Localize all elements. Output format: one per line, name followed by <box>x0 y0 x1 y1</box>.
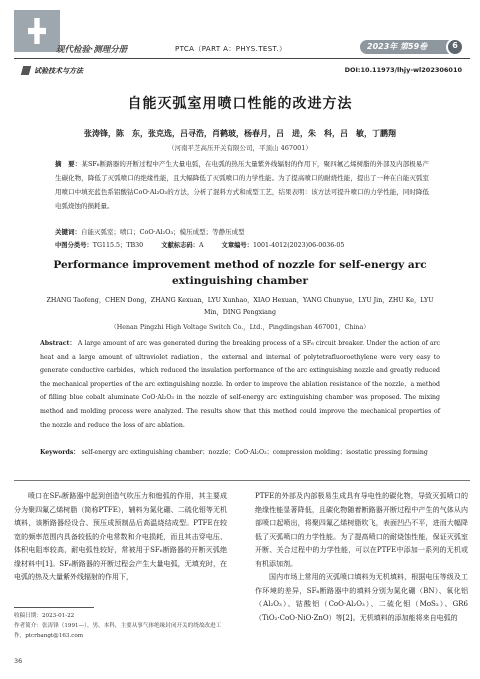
body-divider <box>14 480 470 481</box>
body-column-right <box>255 490 468 625</box>
issue-label: 2023年 第59卷 <box>367 42 428 51</box>
en-keywords-text: self-energy arc extinguishing chamber；nozzle；CoO·Al₂O₃；compression molding；isostatic pressing forming <box>81 449 428 456</box>
clc-value: TG115.5；TB30 <box>92 242 144 249</box>
en-title: Performance improvement method of nozzle for self-energy arc extinguishing chamber <box>53 259 427 287</box>
body-paragraph: 喷口在SF₆断路器中起到创造气吹压力和熄弧的作用，其主要成分为聚四氟乙烯树脂（简称PTFE），辅料为氮化硼、二硫化钼等无机填料，该断路器经设合、预压成预制品后高温烧结成型。PTFE在较宽的频率范围内具备较低的介电常数和介电损耗，而且其击穿电压、体积电阻率较高，耐电弧性较好，常被用于SF₆断路器的开断灭弧绝缘材料中[1]。SF₆断路器的开断过程会产生大量电弧，无填充时，在电弧的热及大量紫外线辐射的作用下， <box>14 492 227 581</box>
doi: DOI:10.11973/lhjy-wl202306010 <box>344 66 462 74</box>
en-abstract-label: Abstract： <box>40 340 76 347</box>
logo-cross-icon <box>14 10 60 52</box>
doc-code-label: 文献标志码： <box>161 242 199 249</box>
cn-affiliation: （河南平芝高压开关有限公司，平顶山 467001） <box>168 144 312 152</box>
en-abstract <box>40 337 440 432</box>
page-number: 36 <box>14 657 23 665</box>
footnote: 收稿日期：2023-01-22 作者简介：张涛锋（1991—），男，本科，主要从事气体绝缘封闭开关的绕故改进工作，ptcrbangt@163.com <box>14 613 222 639</box>
cn-abstract-text: 某SF₆断路器的开断过程中产生大量电弧，在电弧的热压大量紫外线辐射的作用下，聚四氟乙烯树脂的外部及内部极易产生碳化物，降低了灭弧喷口的绝缘性能，且大幅降低了灭弧喷口的力学性能。为了提高喷口的耐烧性能，提出了一种在自能灭弧室用喷口中填充蓝色系铝酸钴CoO·Al₂O₃的方法，分析了混料方式和成型工艺，结果表明：该方法可提升喷口的力学性能，同时降低电弧烧蚀的损耗量。 <box>55 160 429 210</box>
cn-title: 自能灭弧室用喷口性能的改进方法 <box>127 96 353 112</box>
body-paragraph: PTFE的外部及内部极易生成具有导电性的碳化物，导致灭弧喷口的绝缘性能显著降低，且碳化物随着断路器开断过程中产生的气体从内部喷口起喷出，将聚四氟乙烯树脂吹飞，表面凹凸不平，进而大幅降低了灭弧喷口的力学性能。为了提高喷口的耐烧蚀性能，保证灭弧室开断、关合过程中的力学性能，可以在PTFE中添加一系列的无机或有机添加剂。 <box>255 492 468 568</box>
body-column-left <box>14 490 227 585</box>
cn-keywords-text: 自能灭弧室；喷口；CoO·Al₂O₃；模压成型；等静压成型 <box>81 228 245 236</box>
cn-classification <box>55 240 429 249</box>
cn-authors: 张涛锋，陈 东，张克选，吕寻浩，肖鹤玻，杨春月，吕 进，朱 科，吕 敏，丁鹏翔 <box>84 129 396 138</box>
en-authors: ZHANG Taofeng，CHEN Dong，ZHANG Kexuan，LYU Xunhao，XIAO Hexuan，YANG Chunyue，LYU Jin，ZHU Ke，LYU Min，DING Pengxiang <box>46 297 434 316</box>
footnote-divider <box>14 607 94 608</box>
en-keywords <box>40 446 440 459</box>
cn-keywords-label: 关键词： <box>55 228 81 236</box>
section-tag: 试验技术与方法 <box>34 67 83 75</box>
article-id-label: 文章编号： <box>221 242 254 249</box>
cn-abstract <box>55 157 429 213</box>
body-paragraph: 国内市场上常用的灭弧喷口填料为无机填料，根据电压等级及工作环境的差异，SF₆断路器中的填料分别为氮化硼（BN）、氧化铝（Al₂O₃）、钴酸铝（CoO·Al₂O₃）、二硫化钼（MoS₂）、GR6（TiO₂·CoO·NiO·ZnO）等[2]。无机填料的添加能将来自电弧的 <box>255 573 468 622</box>
en-keywords-label: Keywords： <box>40 449 80 456</box>
cn-keywords <box>55 226 429 238</box>
article-id-value: 1001-4012(2023)06-0036-05 <box>253 242 345 249</box>
section-tag-icon <box>21 66 31 75</box>
journal-title: PTCA（PART A：PHYS.TEST.） <box>175 45 287 53</box>
issue-number: 6 <box>452 41 458 50</box>
cn-abstract-label: 摘 要： <box>55 160 82 168</box>
journal-logo <box>14 10 142 56</box>
doc-code-value: A <box>198 242 204 249</box>
logo-text: 现代检验·测理分册 <box>56 45 128 55</box>
header-divider <box>14 58 470 59</box>
clc-label: 中图分类号： <box>55 242 93 249</box>
en-abstract-text: A large amount of arc was generated during the breaking process of a SF₆ circuit breaker. Under the action of arc heat and a large amount of ultraviolet radiation，the external and internal of polytetrafluoroethylene were very easy to generate conductive carbides，which reduced the insulation performance of the arc extinguishing nozzle and greatly reduced the mechanical properties of the arc extinguishing nozzle. In order to improve the ablation resistance of the nozzle，a method of filling blue cobalt aluminate CoO·Al₂O₃ in the nozzle of self-energy arc extinguishing chamber was proposed. The mixing method and molding process were analyzed. The results show that this method could improve the mechanical properties of the nozzle and reduce the loss of arc ablation. <box>40 340 440 429</box>
en-affiliation: （Henan Pingzhi High Voltage Switch Co.，Ltd.，Pingdingshan 467001，China） <box>110 324 370 331</box>
